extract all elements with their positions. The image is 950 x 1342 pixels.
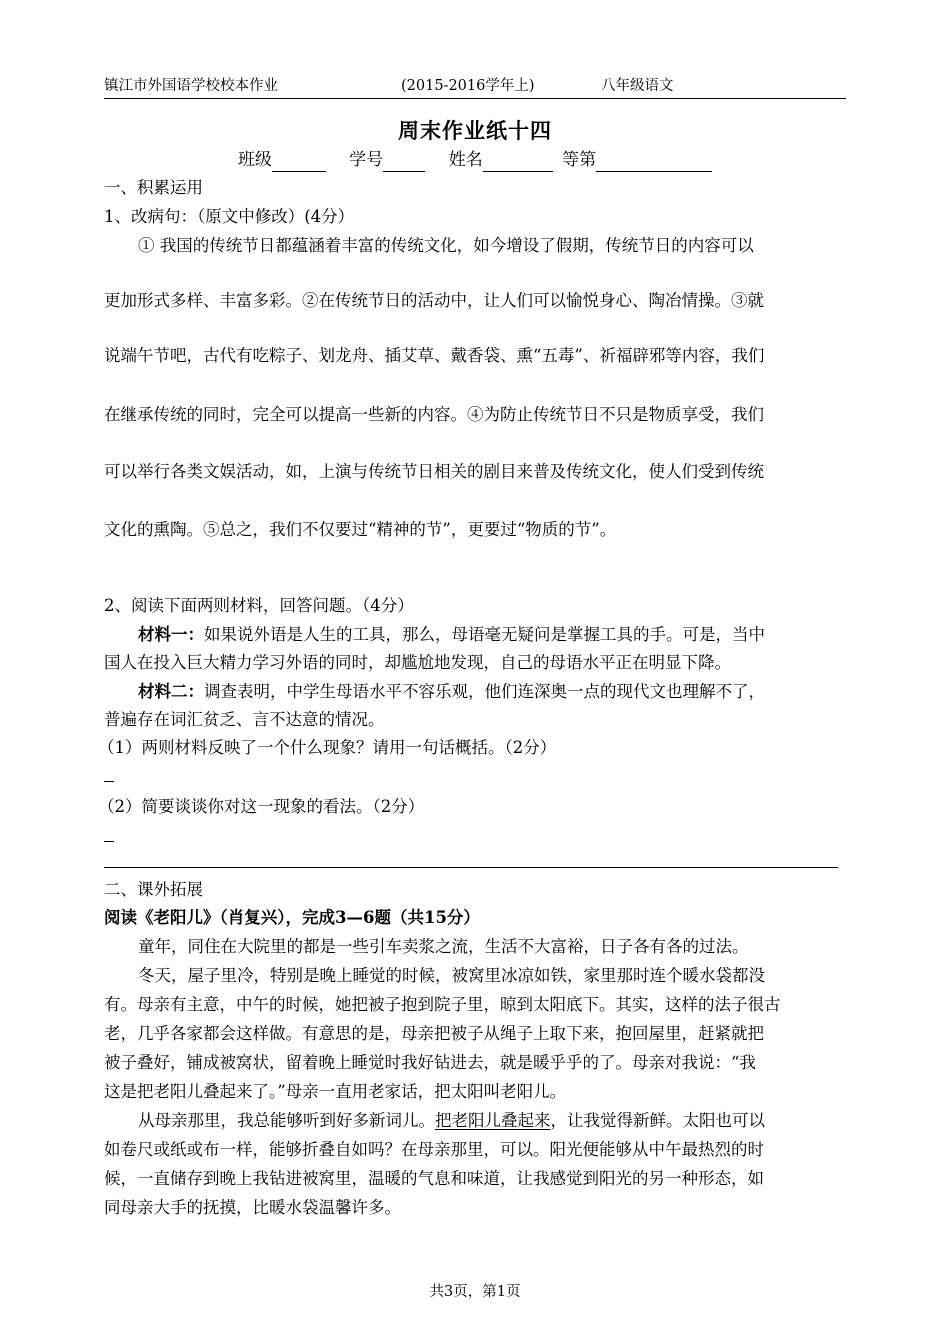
material-two-label: 材料二： bbox=[138, 682, 204, 701]
name-blank[interactable] bbox=[483, 153, 553, 172]
name-label: 姓名 bbox=[448, 150, 483, 170]
passage-line: 有。母亲有主意，中午的时候，她把被子抱到院子里，晾到太阳底下。其实，这样的法子很古 bbox=[104, 995, 781, 1014]
q1-line: 说端午节吧，古代有吃粽子、划龙舟、插艾草、戴香袋、熏“五毒”、祈福辟邪等内容，我们 bbox=[104, 346, 765, 365]
q2-sub2: （2）简要谈谈你对这一现象的看法。（2分） bbox=[98, 797, 425, 816]
passage-line: 冬天，屋子里冷，特别是晚上睡觉的时候，被窝里冰凉如铁，家里那时连个暖水袋都没 bbox=[138, 966, 765, 985]
answer-line-2[interactable] bbox=[104, 841, 114, 842]
page-footer: 共3页，第1页 bbox=[429, 1284, 521, 1300]
material-one-label: 材料一： bbox=[138, 625, 204, 644]
passage-text: ，让我觉得新鲜。太阳也可以 bbox=[550, 1111, 765, 1130]
material-two bbox=[104, 680, 848, 704]
header-year: (2015-2016学年上) bbox=[401, 78, 535, 94]
passage-line: 候，一直储存到晚上我钻进被窝里，温暖的气息和味道，让我感觉到阳光的另一种形态，如 bbox=[104, 1169, 764, 1188]
material-one-cont: 国人在投入巨大精力学习外语的同时，却尴尬地发现，自己的母语水平正在明显下降。 bbox=[104, 653, 731, 672]
passage-line: 同母亲大手的抚摸，比暖水袋温馨许多。 bbox=[104, 1198, 401, 1217]
q1-line: 文化的熏陶。⑤总之，我们不仅要过“精神的节”，更要过“物质的节”。 bbox=[104, 520, 617, 539]
q1-line: 可以举行各类文娱活动，如，上演与传统节日相关的剧目来普及传统文化，使人们受到传统 bbox=[104, 462, 764, 481]
underlined-phrase: 把老阳儿叠起来 bbox=[435, 1111, 551, 1130]
reading-title: 阅读《老阳儿》（肖复兴），完成3—6题（共15分） bbox=[104, 908, 480, 927]
q1-line: 在继承传统的同时，完全可以提高一些新的内容。④为防止传统节日不只是物质享受，我们 bbox=[104, 405, 764, 424]
section1-heading: 一、积累运用 bbox=[104, 178, 203, 197]
section2-heading: 二、课外拓展 bbox=[104, 880, 203, 899]
q1-line: 更加形式多样、丰富多彩。②在传统节日的活动中，让人们可以愉悦身心、陶冶情操。③就 bbox=[104, 291, 764, 310]
passage-text: 从母亲那里，我总能够听到好多新词儿。 bbox=[138, 1111, 435, 1130]
page-title: 周末作业纸十四 bbox=[398, 118, 552, 143]
passage-line: 这是把老阳儿叠起来了。”母亲一直用老家话，把太阳叫老阳儿。 bbox=[104, 1082, 567, 1101]
passage-p1: 童年，同住在大院里的都是一些引车卖浆之流，生活不大富裕，日子各有各的过法。 bbox=[138, 937, 749, 956]
header-grade: 八年级语文 bbox=[601, 78, 674, 94]
material-one bbox=[104, 623, 848, 647]
passage-line: 被子叠好，铺成被窝状，留着晚上睡觉时我好钻进去，就是暖乎乎的了。母亲对我说：“我 bbox=[104, 1053, 756, 1072]
material-one-text: 如果说外语是人生的工具，那么，母语毫无疑问是掌握工具的手。可是，当中 bbox=[204, 625, 765, 644]
class-label: 班级 bbox=[237, 150, 272, 170]
divider-rule bbox=[104, 867, 838, 868]
q1-prompt: 1、改病句：（原文中修改）(4分） bbox=[104, 207, 355, 226]
q2-sub1: （1）两则材料反映了一个什么现象？请用一句话概括。（2分） bbox=[98, 738, 557, 757]
q1-line: ① 我国的传统节日都蕴涵着丰富的传统文化，如今增设了假期，传统节日的内容可以 bbox=[138, 236, 754, 255]
material-two-text: 调查表明，中学生母语水平不容乐观，他们连深奥一点的现代文也理解不了， bbox=[204, 682, 765, 701]
rank-label: 等第 bbox=[562, 150, 597, 170]
q2-prompt: 2、阅读下面两则材料，回答问题。（4分） bbox=[104, 596, 414, 615]
page-header bbox=[104, 76, 846, 99]
rank-blank[interactable] bbox=[596, 153, 712, 172]
student-id-label: 学号 bbox=[349, 150, 384, 170]
material-two-cont: 普遍存在词汇贫乏、言不达意的情况。 bbox=[104, 710, 385, 729]
passage-line: 老，几乎各家都会这样做。有意思的是，母亲把被子从绳子上取下来，抱回屋里，赶紧就把 bbox=[104, 1024, 764, 1043]
passage-line: 如卷尺或纸或布一样，能够折叠自如吗？在母亲那里，可以。阳光便能够从中午最热烈的时 bbox=[104, 1140, 764, 1159]
student-id-blank[interactable] bbox=[383, 153, 425, 172]
class-blank[interactable] bbox=[272, 153, 326, 172]
answer-line-1[interactable] bbox=[104, 781, 114, 782]
passage-p3-first bbox=[104, 1109, 848, 1133]
header-school: 镇江市外国语学校校本作业 bbox=[104, 78, 278, 94]
student-info-line bbox=[0, 148, 950, 172]
